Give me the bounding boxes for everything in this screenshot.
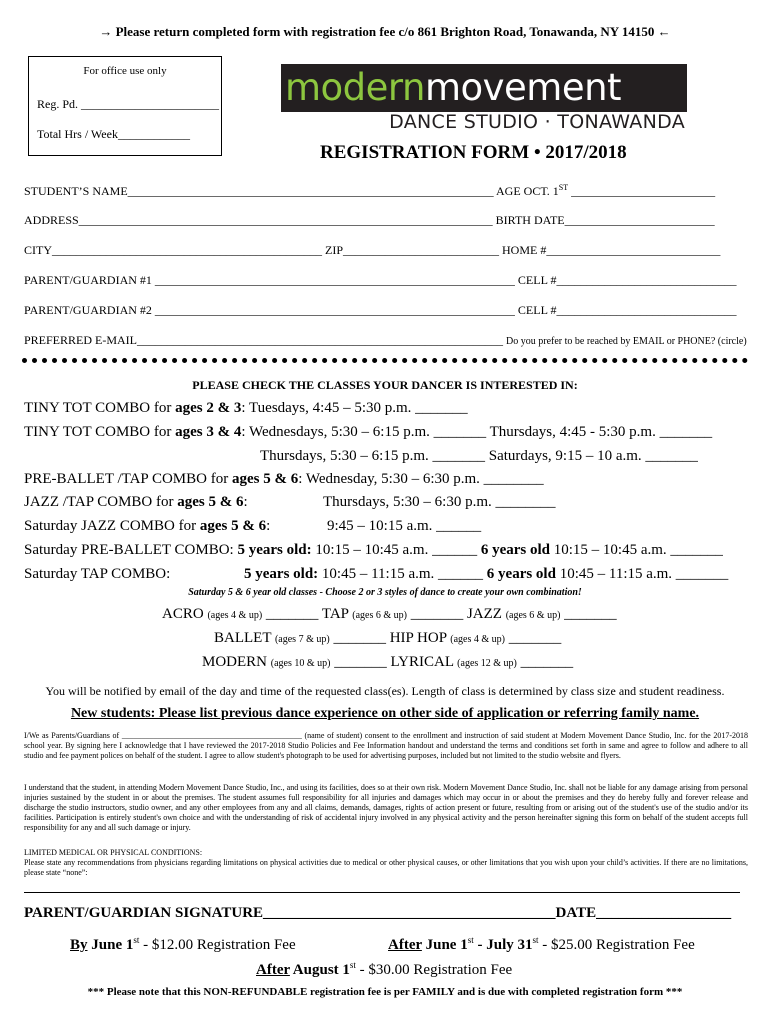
- form-title: REGISTRATION FORM • 2017/2018: [320, 142, 627, 163]
- fee-after-august: After August 1st - $30.00 Registration Fee: [256, 960, 513, 978]
- fee-after-june: After June 1st - July 31st - $25.00 Registration Fee: [388, 935, 695, 953]
- student-name-field[interactable]: STUDENT’S NAME_____________________________________________________________ AGE OCT. 1ST ________________________: [24, 183, 716, 198]
- parent1-field[interactable]: PARENT/GUARDIAN #1 ____________________________________________________________ CELL #______________________________: [24, 273, 737, 287]
- styles-row-1[interactable]: ACRO (ages 4 & up) _______ TAP (ages 6 & up) _______ JAZZ (ages 6 & up) _______: [162, 606, 617, 622]
- office-use-box: [28, 56, 222, 156]
- non-refundable-note: *** Please note that this NON-REFUNDABLE registration fee is per FAMILY and is due with completed registration form ***: [87, 986, 683, 998]
- return-address-note: → Please return completed form with registration fee c/o 861 Brighton Road, Tonawanda, NY 14150 ←: [99, 24, 671, 39]
- medical-title: LIMITED MEDICAL OR PHYSICAL CONDITIONS:: [24, 848, 203, 857]
- combo-styles-note: Saturday 5 & 6 year old classes - Choose 2 or 3 styles of dance to create your own combination!: [188, 587, 582, 598]
- city-field[interactable]: CITY_____________________________________________ ZIP__________________________ HOME #_____________________________: [24, 243, 721, 257]
- reg-paid-field[interactable]: Reg. Pd. _______________________: [37, 97, 220, 111]
- class-saturday-jazz[interactable]: Saturday JAZZ COMBO for ages 5 & 6:: [24, 518, 271, 534]
- medical-paragraph: Please state any recommendations from physicians regarding limitations on physical activities due to medical or other physical causes, or other limitations that you wish upon your child’s activities. If there are no limitations, please state “none”:: [24, 858, 748, 877]
- styles-row-3[interactable]: MODERN (ages 10 & up) _______ LYRICAL (ages 12 & up) _______: [202, 654, 574, 670]
- medical-answer-line[interactable]: [24, 892, 740, 893]
- dotted-divider: [22, 358, 748, 363]
- new-students-note: New students: Please list previous dance experience on other side of application or referring family name.: [70, 706, 700, 721]
- logo-subtitle: DANCE STUDIO · TONAWANDA: [389, 111, 685, 133]
- class-pre-ballet-tap[interactable]: PRE-BALLET /TAP COMBO for ages 5 & 6: Wednesday, 5:30 – 6:30 p.m. ________: [24, 471, 544, 487]
- styles-row-2[interactable]: BALLET (ages 7 & up) _______ HIP HOP (ages 4 & up) _______: [214, 630, 562, 646]
- class-saturday-tap[interactable]: Saturday TAP COMBO:: [24, 566, 171, 582]
- class-tiny-tot-3-4[interactable]: TINY TOT COMBO for ages 3 & 4: Wednesdays, 5:30 – 6:15 p.m. _______ Thursdays, 4:45 - 5:30 p.m. _______: [24, 424, 713, 440]
- office-use-title: For office use only: [83, 65, 167, 77]
- class-saturday-jazz-time[interactable]: 9:45 – 10:15 a.m. ______: [327, 518, 482, 534]
- class-tiny-tot-3-4-more[interactable]: Thursdays, 5:30 – 6:15 p.m. _______ Saturdays, 9:15 – 10 a.m. _______: [260, 448, 698, 464]
- address-field[interactable]: ADDRESS_____________________________________________________________________ BIRTH DATE_________________________: [24, 213, 715, 227]
- logo-wordmark: modernmovement: [285, 66, 622, 109]
- contact-preference: Do you prefer to be reached by EMAIL or PHONE? (circle): [506, 336, 747, 347]
- class-jazz-tap[interactable]: JAZZ /TAP COMBO for ages 5 & 6:: [24, 494, 248, 510]
- liability-paragraph: I understand that the student, in attending Modern Movement Dance Studio, Inc., and using its facilities, does so at their own risk. Modern Movement Dance Studio, Inc. shall not be liable for any damage arising from personal injuries sustained by the student in or about the premises. The student assumes full responsibility for all injuries and damages which may occur in or about the premises and they do hereby fully and forever release and discharge the studio instructors, studio owner, and any other employees from any and all claims, demands, damages, rights of action present or future, resulting from or arising out of the student's use of the studio and/or its facilities. Participation is entirely student's own choice and with the understanding of risk of accidental injury involved in any physical activity and the person hereinafter signing this form on behalf of the student accepts full responsibility for any and all such damage or injury.: [24, 783, 748, 832]
- class-jazz-tap-time[interactable]: Thursdays, 5:30 – 6:30 p.m. ________: [323, 494, 556, 510]
- fee-by-june: By June 1st - $12.00 Registration Fee: [70, 935, 296, 953]
- signature-line[interactable]: PARENT/GUARDIAN SIGNATURE_______________________________________DATE__________________: [24, 905, 732, 921]
- total-hours-field[interactable]: Total Hrs / Week____________: [37, 127, 190, 141]
- email-field[interactable]: PREFERRED E-MAIL_____________________________________________________________ Do you prefer to be reached by EMAIL or PHONE? (circle): [24, 333, 747, 347]
- class-saturday-pre-ballet[interactable]: Saturday PRE-BALLET COMBO: 5 years old: 10:15 – 10:45 a.m. ______ 6 years old 10:15 – 10:45 a.m. _______: [24, 542, 723, 558]
- classes-heading: PLEASE CHECK THE CLASSES YOUR DANCER IS INTERESTED IN:: [192, 378, 578, 392]
- class-tiny-tot-2-3[interactable]: TINY TOT COMBO for ages 2 & 3: Tuesdays, 4:45 – 5:30 p.m. _______: [24, 400, 468, 416]
- notification-note: You will be notified by email of the day and time of the requested class(es). Length of class is determined by class size and student readiness.: [45, 684, 725, 698]
- parent2-field[interactable]: PARENT/GUARDIAN #2 ____________________________________________________________ CELL #______________________________: [24, 303, 737, 317]
- class-saturday-tap-times[interactable]: 5 years old: 10:45 – 11:15 a.m. ______ 6 years old 10:45 – 11:15 a.m. _______: [244, 566, 729, 582]
- consent-paragraph: I/We as Parents/Guardians of _____________________________________________ (name of student) consent to the enrollment and instruction of said student at Modern Movement Dance Studio, Inc. for the 2017-2018 school year. By signing here I acknowledge that I have reviewed the 2017-2018 Studio Policies and Fee Information handout and understand the terms and conditions set forth in same and agree to follow and adhere to all studio and fee payment polices on behalf of the student. I agree to allow student's photograph to be used for advertising purposes, included but not limited to the studio website and flyers.: [24, 731, 748, 760]
- studio-logo: [281, 64, 687, 134]
